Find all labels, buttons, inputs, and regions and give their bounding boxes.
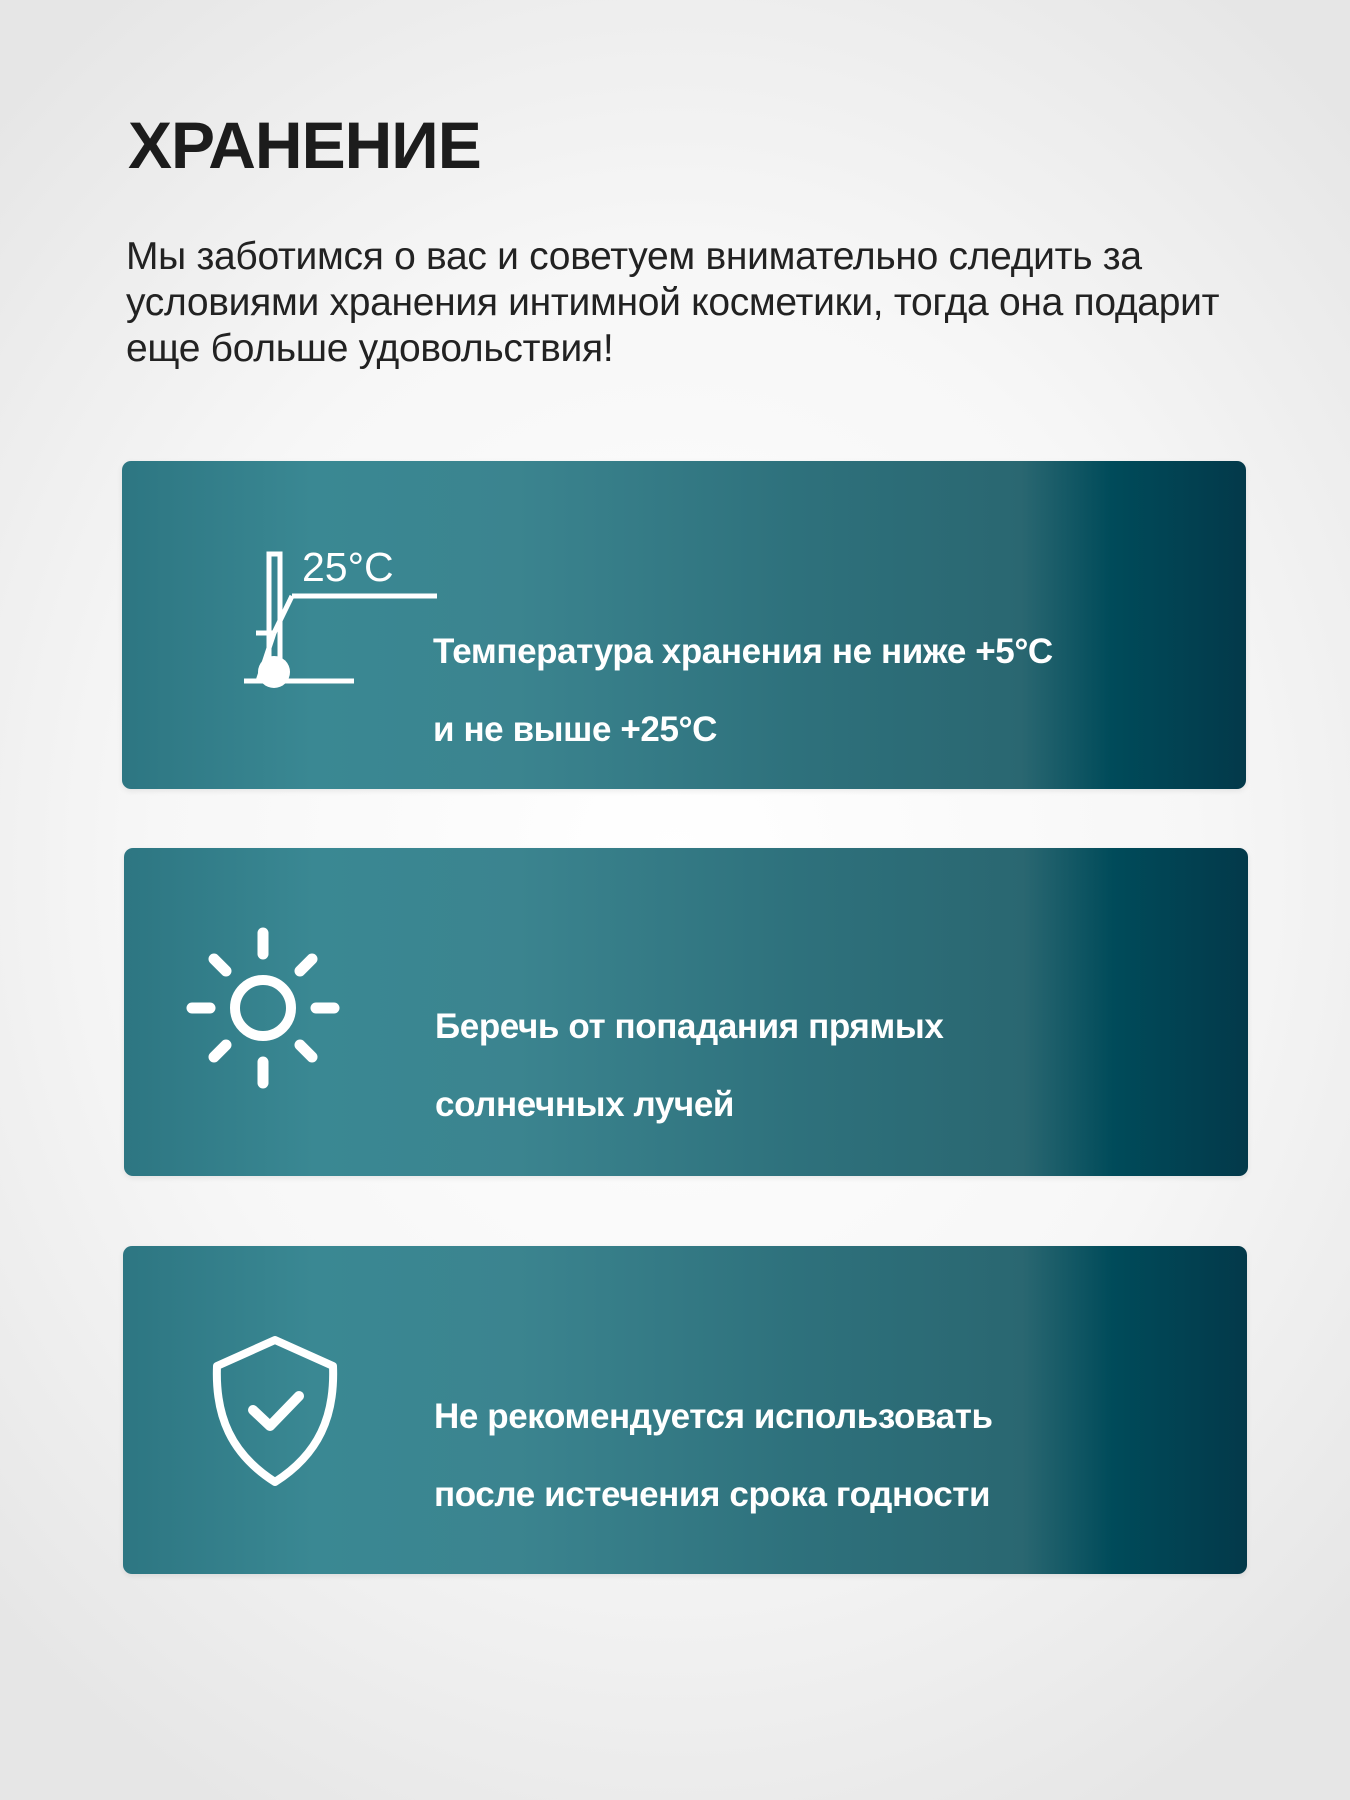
card-text-line: и не выше +25°C <box>433 710 717 749</box>
thermometer-icon <box>182 531 394 721</box>
card-text-line: солнечных лучей <box>435 1085 735 1124</box>
card-text-expiry <box>434 1358 993 1553</box>
storage-card-temperature <box>122 461 1246 789</box>
intro-text: Мы заботимся о вас и советуем внимательно следить за условиями хранения интимной косметики, тогда она подарит еще больше удовольствия! <box>126 235 1220 370</box>
card-text-line: Не рекомендуется использовать <box>434 1397 993 1436</box>
card-text-line: после истечения срока годности <box>434 1475 991 1514</box>
storage-card-expiry <box>123 1246 1247 1574</box>
thermometer-label: 25°C <box>302 544 394 590</box>
card-text-line: Температура хранения не ниже +5°C <box>433 632 1053 671</box>
shield-check-icon <box>209 1336 409 1526</box>
card-text-temperature <box>433 593 1053 788</box>
page-title: ХРАНЕНИЕ <box>128 108 481 182</box>
sun-icon <box>184 918 384 1108</box>
card-text-sunlight <box>435 968 943 1163</box>
storage-card-sunlight <box>124 848 1248 1176</box>
card-text-line: Беречь от попадания прямых <box>435 1007 944 1046</box>
